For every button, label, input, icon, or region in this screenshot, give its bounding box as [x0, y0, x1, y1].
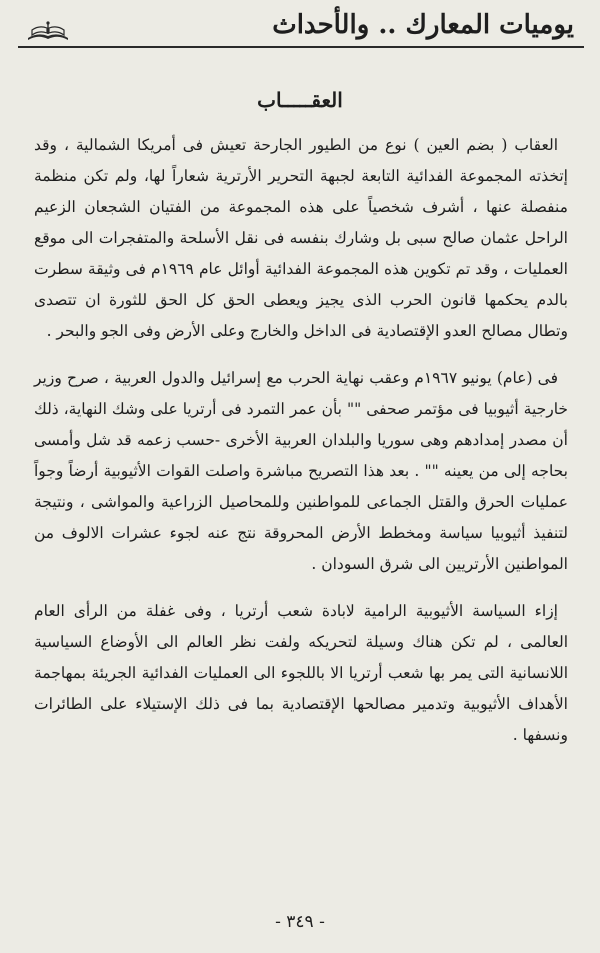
- body-text: [34, 130, 568, 767]
- paragraph-2: فى (عام) يونيو ١٩٦٧م وعقب نهاية الحرب مع إسرائيل والدول العربية ، صرح وزير خارجية أثيوبيا فى مؤتمر صحفى "" بأن عمر التمرد فى أرتريا على وشك النهاية، ذلك أن مصدر إمدادهم وهى سوريا والبلدان العربية الأخرى -حسب زعمه قد شل وأمسى بحاجه إلى من يعينه "" . بعد هذا التصريح مباشرة واصلت القوات الأثيوبية أرضاً وجواً عمليات الحرق والقتل الجماعى للمواطنين وللمحاصيل الزراعية والمواشى ، ونتيجة لتنفيذ أثيوبيا سياسة ومخطط الأرض المحروقة نتج عنه لجوء عشرات الالوف من المواطنين الأرتريين الى شرق السودان .: [34, 369, 568, 573]
- open-book-icon: [26, 20, 70, 42]
- section-title: العقـــــاب: [257, 88, 343, 112]
- page-number: - ٣٤٩ -: [275, 912, 325, 932]
- running-title: يوميات المعارك .. والأحداث: [272, 10, 574, 40]
- paragraph-3: إزاء السياسة الأثيوبية الرامية لابادة شعب أرتريا ، وفى غفلة من الرأى العام العالمى ، لم تكن هناك وسيلة لتحريكه ولفت نظر العالم الى الأوضاع السياسية اللانسانية التى يمر بها شعب أرتريا الا باللجوء الى العمليات الفدائية الجريئة بمهاجمة الأهداف الأثيوبية وتدمير مصالحها الإقتصادية بما فى ذلك الإستيلاء على الطائرات ونسفها .: [34, 602, 568, 744]
- paragraph-1: العقاب ( بضم العين ) نوع من الطيور الجارحة تعيش فى أمريكا الشمالية ، وقد إتخذته المجموعة الفدائية التابعة لجبهة التحرير الأرترية شعاراً لها، ولم تكن منظمة منفصلة عنها ، أشرف شخصياً على هذه المجموعة من الفتيان الشجعان الزعيم الراحل عثمان صالح سبى بل وشارك بنفسه فى نقل الأسلحة والمتفجرات الى موقع العمليات ، وقد تم تكوين هذه المجموعة الفدائية أوائل عام ١٩٦٩م فى وثيقة سطرت بالدم يحكمها قانون الحرب الذى يجيز ويعطى الحق كل الحق للثورة ان تتصدى وتطال مصالح العدو الإقتصادية فى الداخل والخارج وعلى الأرض وفى الجو والبحر .: [34, 136, 568, 340]
- header-rule: [18, 46, 584, 48]
- running-header: [0, 0, 600, 52]
